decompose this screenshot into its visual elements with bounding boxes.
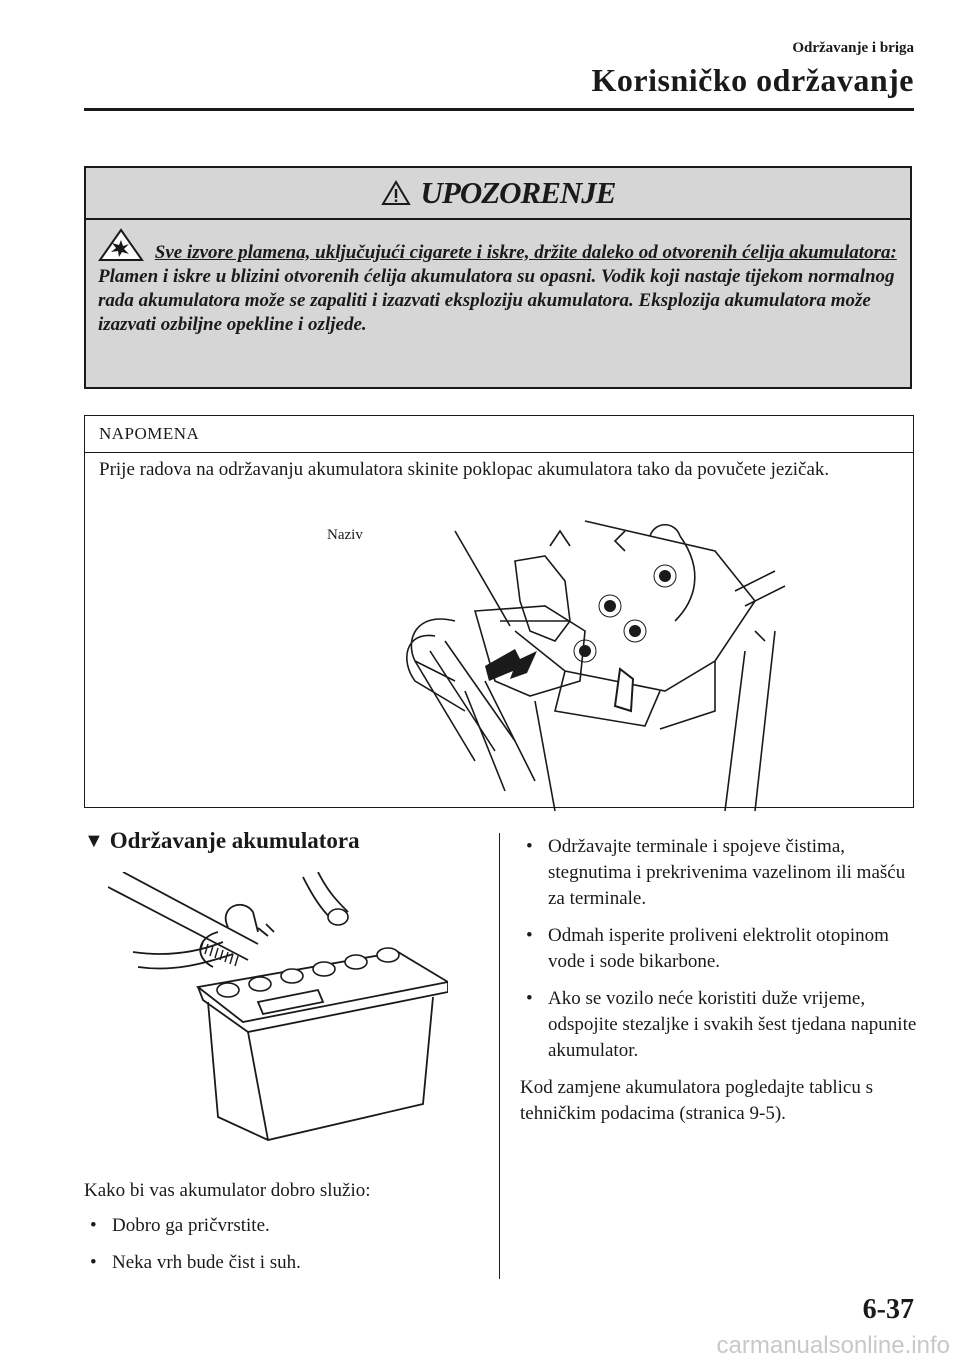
right-column xyxy=(520,834,920,1127)
explosion-icon xyxy=(98,242,149,263)
replacement-note: Kod zamjene akumulatora pogledajte tablicu s tehničkim podacima (stranica 9-5). xyxy=(520,1077,873,1124)
illustration-label: Naziv xyxy=(327,527,363,543)
section-marker-icon: ▼ xyxy=(84,829,104,852)
list-item: • Održavajte terminale i spojeve čistima, stegnutima i prekrivenima vazelinom ili mašću za terminale. xyxy=(520,834,920,912)
list-item: • Neka vrh bude čist i suh. xyxy=(84,1250,494,1276)
note-text: Prije radova na održavanju akumulatora skinite poklopac akumulatora tako da povučete jezičak. xyxy=(99,459,830,480)
section-title-text: Održavanje akumulatora xyxy=(109,828,360,853)
list-item: • Dobro ga pričvrstite. xyxy=(84,1213,494,1239)
left-column xyxy=(84,828,494,1273)
maintenance-intro: Kako bi vas akumulator dobro služio: xyxy=(84,1180,371,1201)
warning-header xyxy=(86,168,910,220)
note-heading: NAPOMENA xyxy=(85,416,913,453)
column-divider xyxy=(499,833,500,1279)
warning-box xyxy=(84,166,912,389)
header-section-label: Održavanje i briga xyxy=(792,40,914,56)
section-title xyxy=(84,828,494,854)
page-number: 6-37 xyxy=(862,1294,914,1325)
warning-body xyxy=(86,220,910,337)
battery-cleaning-illustration xyxy=(108,872,448,1142)
left-bullet-list xyxy=(84,1213,494,1287)
warning-subheading: Sve izvore plamena, uključujući cigarete i iskre, držite daleko od otvorenih ćelija akumulatora: xyxy=(154,242,897,263)
page-title: Korisničko održavanje xyxy=(591,62,914,98)
warning-heading: UPOZORENJE xyxy=(420,175,616,210)
note-box xyxy=(84,415,914,808)
warning-text: Plamen i iskre u blizini otvorenih ćelija akumulatora su opasni. Vodik koji nastaje tijekom normalnog rada akumulatora može se zapaliti i izazvati eksploziju akumulatora. Eksplozija akumulatora može izazvati ozbiljne opekline i ozljede. xyxy=(98,266,895,335)
list-item: • Odmah isperite proliveni elektrolit otopinom vode i sode bikarbone. xyxy=(520,923,920,975)
battery-cover-illustration xyxy=(315,511,795,811)
warning-triangle-icon xyxy=(381,180,411,206)
list-item: • Ako se vozilo neće koristiti duže vrijeme, odspojite stezaljke i svakih šest tjedana napunite akumulator. xyxy=(520,986,920,1064)
right-bullet-list xyxy=(520,834,920,1064)
header-rule xyxy=(84,108,914,111)
watermark: carmanualsonline.info xyxy=(716,1332,950,1359)
